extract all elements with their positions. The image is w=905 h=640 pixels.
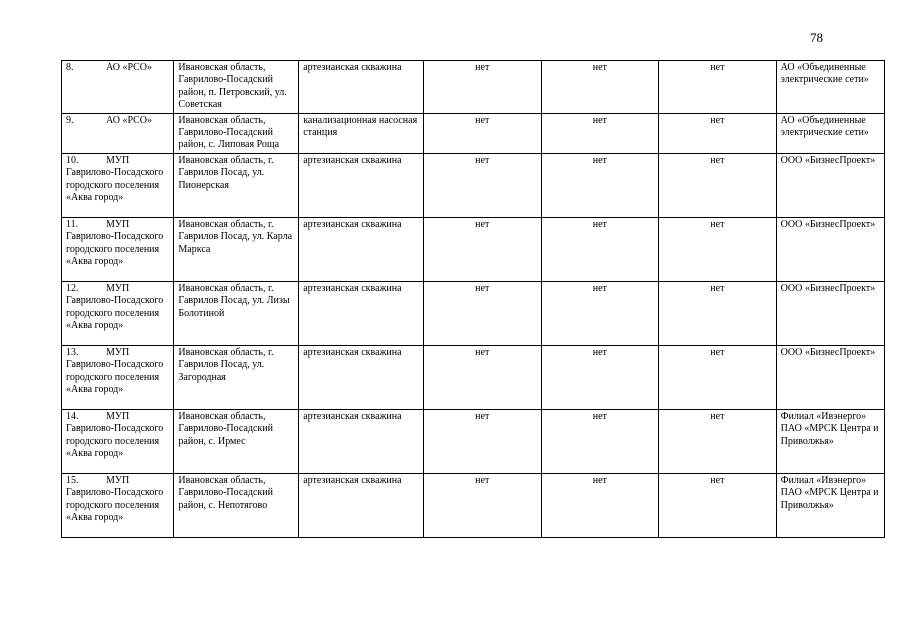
- facility-type-cell: артезианская скважина: [299, 473, 424, 537]
- org-name: МУП: [106, 474, 130, 486]
- table-row: [62, 113, 885, 153]
- org-cell: [62, 153, 174, 217]
- table-row: [62, 217, 885, 281]
- address-cell: Ивановская область, Гаврилово-Посадский район, с. Ирмес: [174, 409, 299, 473]
- address-cell: Ивановская область, Гаврилово-Посадский район, п. Петровский, ул. Советская: [174, 61, 299, 114]
- value-cell-b: нет: [541, 345, 659, 409]
- value-cell-c: нет: [659, 345, 777, 409]
- org-name-rest: Гаврилово-Посадского городского поселения «Аква город»: [66, 487, 164, 524]
- value-cell-a: нет: [423, 153, 541, 217]
- address-cell: Ивановская область, Гаврилово-Посадский район, с. Липовая Роща: [174, 113, 299, 153]
- value-cell-c: нет: [659, 217, 777, 281]
- org-name: МУП: [106, 218, 130, 230]
- page-number: 78: [810, 30, 823, 45]
- owner-cell: АО «Объединенные электрические сети»: [776, 113, 884, 153]
- value-cell-a: нет: [423, 61, 541, 114]
- org-name-rest: Гаврилово-Посадского городского поселения «Аква город»: [66, 423, 164, 460]
- row-index: 12.: [66, 282, 79, 294]
- row-index: 15.: [66, 474, 79, 486]
- facility-type-cell: артезианская скважина: [299, 153, 424, 217]
- table-row: [62, 281, 885, 345]
- table-row: [62, 153, 885, 217]
- row-index: 9.: [66, 114, 74, 126]
- facility-type-cell: артезианская скважина: [299, 409, 424, 473]
- table-row: [62, 61, 885, 114]
- org-name-rest: Гаврилово-Посадского городского поселения «Аква город»: [66, 359, 164, 396]
- value-cell-c: нет: [659, 409, 777, 473]
- value-cell-c: нет: [659, 61, 777, 114]
- org-name: МУП: [106, 346, 130, 358]
- org-name-rest: Гаврилово-Посадского городского поселения «Аква город»: [66, 295, 164, 332]
- org-cell: [62, 281, 174, 345]
- value-cell-a: нет: [423, 409, 541, 473]
- org-name-rest: Гаврилово-Посадского городского поселения «Аква город»: [66, 167, 164, 204]
- facility-type-cell: артезианская скважина: [299, 61, 424, 114]
- org-name: МУП: [106, 154, 130, 166]
- address-cell: Ивановская область, г. Гаврилов Посад, ул. Загородная: [174, 345, 299, 409]
- facility-type-cell: артезианская скважина: [299, 217, 424, 281]
- owner-cell: ООО «БизнесПроект»: [776, 217, 884, 281]
- owner-cell: Филиал «Ивэнерго» ПАО «МРСК Центра и Приволжья»: [776, 473, 884, 537]
- row-index: 11.: [66, 218, 79, 230]
- org-name: АО «РСО»: [106, 114, 153, 126]
- row-index: 14.: [66, 410, 79, 422]
- value-cell-b: нет: [541, 153, 659, 217]
- table-row: [62, 409, 885, 473]
- owner-cell: ООО «БизнесПроект»: [776, 345, 884, 409]
- facility-type-cell: артезианская скважина: [299, 345, 424, 409]
- value-cell-b: нет: [541, 113, 659, 153]
- value-cell-a: нет: [423, 281, 541, 345]
- value-cell-b: нет: [541, 281, 659, 345]
- value-cell-b: нет: [541, 473, 659, 537]
- row-index: 10.: [66, 154, 79, 166]
- org-cell: [62, 345, 174, 409]
- address-cell: Ивановская область, г. Гаврилов Посад, ул. Карла Маркса: [174, 217, 299, 281]
- address-cell: Ивановская область, г. Гаврилов Посад, ул. Пионерская: [174, 153, 299, 217]
- owner-cell: АО «Объединенные электрические сети»: [776, 61, 884, 114]
- owner-cell: ООО «БизнесПроект»: [776, 153, 884, 217]
- org-cell: [62, 473, 174, 537]
- value-cell-c: нет: [659, 281, 777, 345]
- table-row: [62, 345, 885, 409]
- value-cell-a: нет: [423, 113, 541, 153]
- value-cell-a: нет: [423, 345, 541, 409]
- table-row: [62, 473, 885, 537]
- org-name: МУП: [106, 282, 130, 294]
- org-cell: [62, 217, 174, 281]
- value-cell-c: нет: [659, 473, 777, 537]
- org-name: АО «РСО»: [106, 62, 153, 73]
- value-cell-a: нет: [423, 473, 541, 537]
- org-cell: [62, 409, 174, 473]
- facilities-table: [61, 60, 885, 538]
- value-cell-b: нет: [541, 217, 659, 281]
- org-name-rest: Гаврилово-Посадского городского поселения «Аква город»: [66, 231, 164, 268]
- org-cell: [62, 113, 174, 153]
- org-cell: [62, 61, 174, 114]
- row-index: 13.: [66, 346, 79, 358]
- owner-cell: Филиал «Ивэнерго» ПАО «МРСК Центра и Приволжья»: [776, 409, 884, 473]
- value-cell-c: нет: [659, 113, 777, 153]
- facility-type-cell: канализационная насосная станция: [299, 113, 424, 153]
- row-index: 8.: [66, 62, 74, 73]
- facility-type-cell: артезианская скважина: [299, 281, 424, 345]
- value-cell-c: нет: [659, 153, 777, 217]
- address-cell: Ивановская область, Гаврилово-Посадский район, с. Непотягово: [174, 473, 299, 537]
- value-cell-a: нет: [423, 217, 541, 281]
- owner-cell: ООО «БизнесПроект»: [776, 281, 884, 345]
- org-name: МУП: [106, 410, 130, 422]
- address-cell: Ивановская область, г. Гаврилов Посад, ул. Лизы Болотиной: [174, 281, 299, 345]
- value-cell-b: нет: [541, 61, 659, 114]
- value-cell-b: нет: [541, 409, 659, 473]
